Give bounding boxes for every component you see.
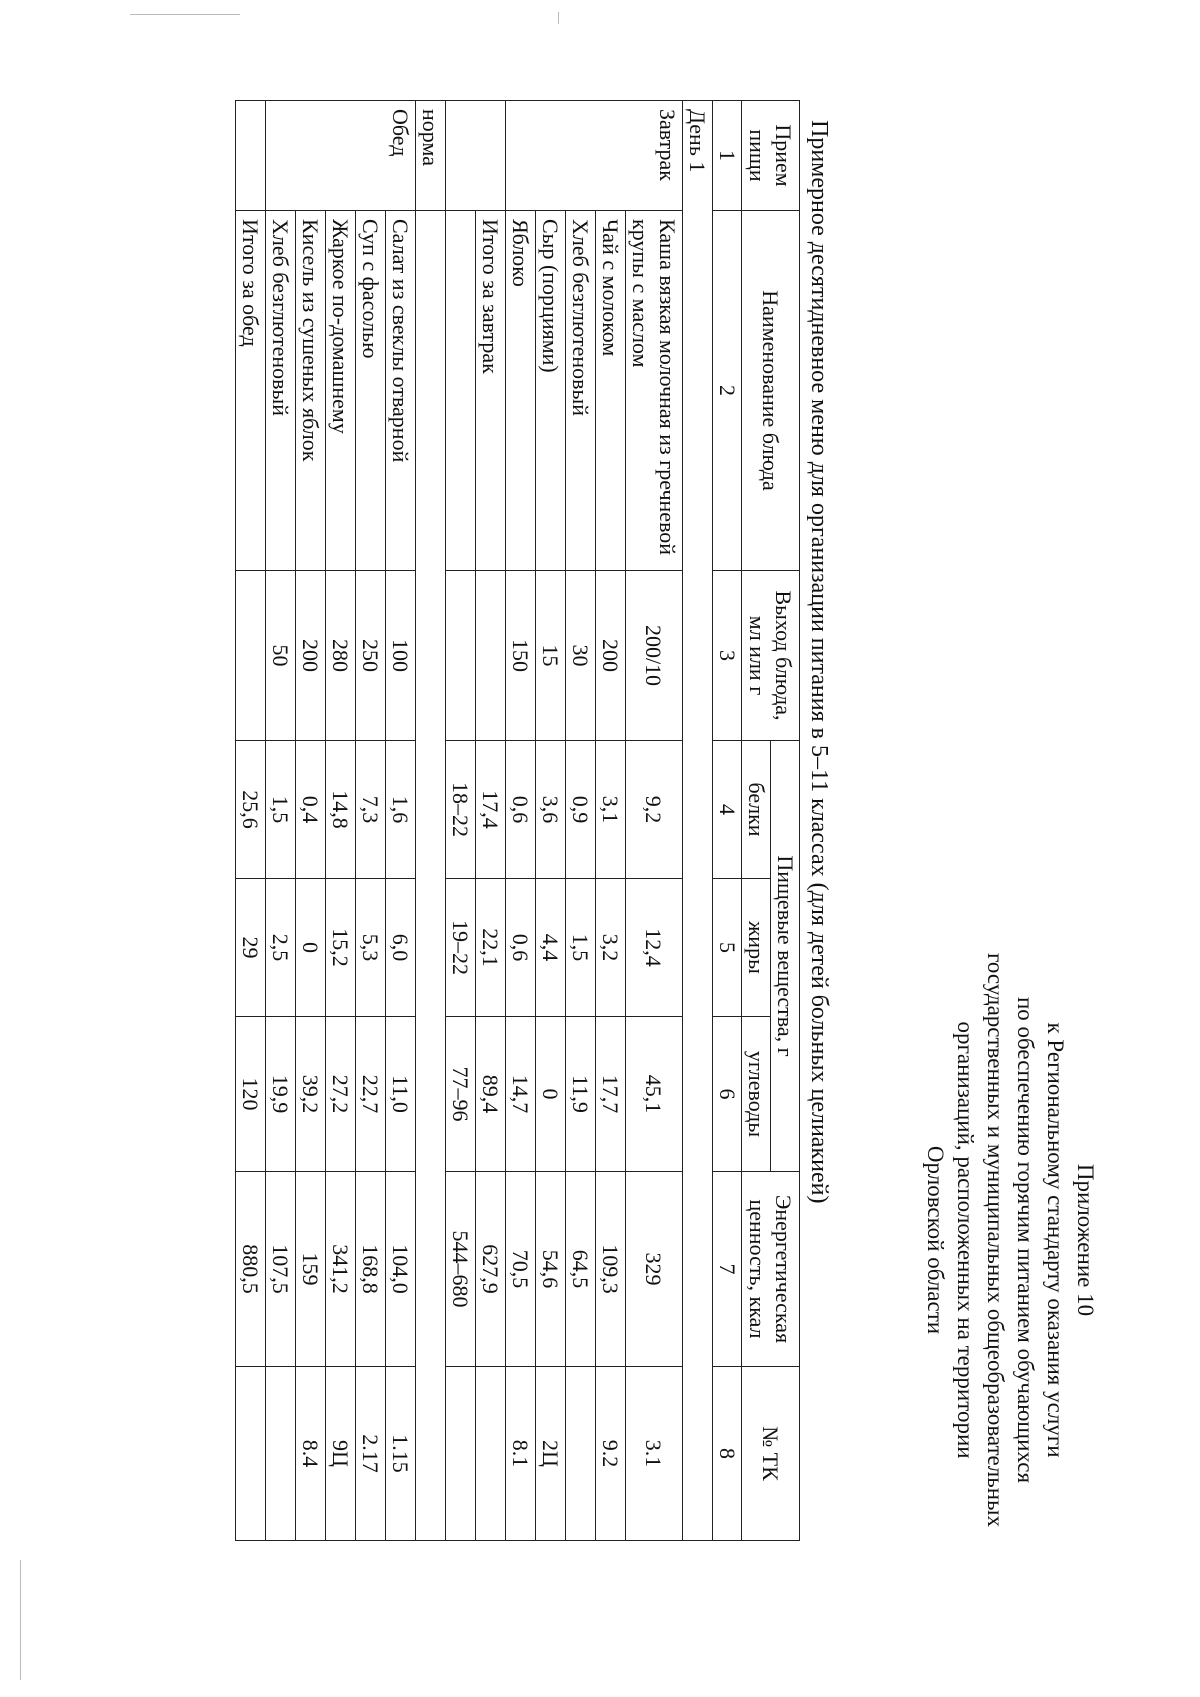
appendix-line: организаций, расположенных на территории [953, 1021, 978, 1459]
dish-energy: 109,3 [596, 1172, 626, 1367]
empty-cell [236, 571, 266, 741]
dish-carbs: 17,7 [596, 1017, 626, 1172]
appendix-line: Приложение 10 [1073, 1163, 1098, 1317]
header-carbs: углеводы [742, 1017, 771, 1172]
appendix-line: Орловской области [923, 1145, 948, 1335]
dish-yield: 100 [386, 571, 416, 741]
menu-title: Примерное десятидневное меню для организации питания в 5–11 классах (для детей больных целиакией) [806, 120, 832, 1204]
table-row [626, 101, 683, 1541]
dish-name: Чай с молоком [596, 211, 626, 571]
header-tk: № ТК [742, 1367, 800, 1541]
dish-tk: 3.1 [626, 1367, 683, 1541]
dish-energy: 107,5 [266, 1172, 296, 1367]
dish-fats: 2,5 [266, 879, 296, 1017]
col-number: 2 [713, 211, 742, 571]
norm-row [446, 101, 476, 1541]
dish-fats: 0 [296, 879, 326, 1017]
dish-energy: 70,5 [506, 1172, 536, 1367]
total-proteins: 25,6 [236, 741, 266, 879]
dish-tk: 1.15 [386, 1367, 416, 1541]
dish-carbs: 19,9 [266, 1017, 296, 1172]
norm-fats: 19–22 [446, 879, 476, 1017]
appendix-line: государственных и муниципальных общеобразовательных [983, 952, 1008, 1527]
appendix-block [920, 920, 1100, 1560]
dish-fats: 4,4 [536, 879, 566, 1017]
total-label: Итого за завтрак [476, 211, 506, 571]
dish-tk: 8.4 [296, 1367, 326, 1541]
header-nutrients: Пищевые вещества, г [771, 741, 800, 1172]
dish-tk [266, 1367, 296, 1541]
header-meal: Прием пищи [742, 101, 800, 211]
meal-lunch: Обед [266, 101, 416, 211]
total-proteins: 17,4 [476, 741, 506, 879]
header-yield: Выход блюда, мл или г [742, 571, 800, 741]
empty-cell [476, 571, 506, 741]
dish-yield: 250 [356, 571, 386, 741]
dish-fats: 12,4 [626, 879, 683, 1017]
total-label: Итого за обед [236, 211, 266, 571]
dish-fats: 5,3 [356, 879, 386, 1017]
table-row [356, 101, 386, 1541]
empty-cell [236, 1367, 266, 1541]
dish-energy: 54,6 [536, 1172, 566, 1367]
dish-carbs: 14,7 [506, 1017, 536, 1172]
dish-tk: 8.1 [506, 1367, 536, 1541]
norm-energy: 544–680 [446, 1172, 476, 1367]
dish-proteins: 14,8 [326, 741, 356, 879]
day-row [683, 101, 713, 1541]
total-fats: 22,1 [476, 879, 506, 1017]
dish-yield: 150 [506, 571, 536, 741]
norm-label [446, 211, 476, 571]
dish-carbs: 11,9 [566, 1017, 596, 1172]
col-number: 8 [713, 1367, 742, 1541]
dish-fats: 1,5 [566, 879, 596, 1017]
dish-proteins: 3,1 [596, 741, 626, 879]
menu-table [235, 100, 800, 1541]
dish-carbs: 27,2 [326, 1017, 356, 1172]
dish-proteins: 1,6 [386, 741, 416, 879]
dish-name: Сыр (порциями) [536, 211, 566, 571]
dish-fats: 0,6 [506, 879, 536, 1017]
dish-name: Салат из свеклы отварной [386, 211, 416, 571]
dish-carbs: 11,0 [386, 1017, 416, 1172]
table-row [596, 101, 626, 1541]
col-number: 5 [713, 879, 742, 1017]
dish-yield: 200 [596, 571, 626, 741]
col-number: 3 [713, 571, 742, 741]
norm-proteins: 18–22 [446, 741, 476, 879]
dish-proteins: 0,9 [566, 741, 596, 879]
total-energy: 627,9 [476, 1172, 506, 1367]
empty-cell [446, 571, 476, 741]
dish-proteins: 1,5 [266, 741, 296, 879]
dish-name: Каша вязкая молочная из гречневой крупы с маслом [626, 211, 683, 571]
col-number: 1 [713, 101, 742, 211]
header-fats: жиры [742, 879, 771, 1017]
dish-yield: 30 [566, 571, 596, 741]
dish-tk: 2.17 [356, 1367, 386, 1541]
dish-name: Кисель из сушеных яблок [296, 211, 326, 571]
table-row [536, 101, 566, 1541]
dish-carbs: 45,1 [626, 1017, 683, 1172]
day-label: День 1 [683, 101, 713, 1541]
dish-name: Хлеб безглютеновый [566, 211, 596, 571]
dish-tk: 9Ц [326, 1367, 356, 1541]
total-row [236, 101, 266, 1541]
table-row [386, 101, 416, 1541]
scan-artifact [558, 12, 559, 24]
dish-carbs: 22,7 [356, 1017, 386, 1172]
dish-energy: 168,8 [356, 1172, 386, 1367]
dish-fats: 15,2 [326, 879, 356, 1017]
total-carbs: 89,4 [476, 1017, 506, 1172]
norm-meal-row [416, 101, 446, 1541]
table-row [506, 101, 536, 1541]
dish-yield: 200/10 [626, 571, 683, 741]
dish-name: Хлеб безглютеновый [266, 211, 296, 571]
dish-energy: 159 [296, 1172, 326, 1367]
dish-energy: 64,5 [566, 1172, 596, 1367]
dish-yield: 15 [536, 571, 566, 741]
dish-fats: 6,0 [386, 879, 416, 1017]
dish-proteins: 0,6 [506, 741, 536, 879]
dish-yield: 280 [326, 571, 356, 741]
total-fats: 29 [236, 879, 266, 1017]
dish-energy: 341,2 [326, 1172, 356, 1367]
table-row [266, 101, 296, 1541]
dish-proteins: 7,3 [356, 741, 386, 879]
norm-meal-label: норма [416, 101, 446, 211]
empty-cell [476, 1367, 506, 1541]
dish-name: Жаркое по-домашнему [326, 211, 356, 571]
dish-tk [566, 1367, 596, 1541]
dish-energy: 329 [626, 1172, 683, 1367]
empty-cell [446, 1367, 476, 1541]
table-row [566, 101, 596, 1541]
dish-fats: 3,2 [596, 879, 626, 1017]
rotated-page [0, 40, 1100, 1600]
empty-cell [236, 101, 266, 211]
dish-tk: 2Ц [536, 1367, 566, 1541]
col-number: 6 [713, 1017, 742, 1172]
dish-yield: 50 [266, 571, 296, 741]
appendix-line: по обеспечению горячим питанием обучающихся [1013, 996, 1038, 1484]
empty-cell [416, 211, 446, 1541]
total-carbs: 120 [236, 1017, 266, 1172]
table-row [296, 101, 326, 1541]
total-row [476, 101, 506, 1541]
total-energy: 880,5 [236, 1172, 266, 1367]
header-energy: Энергетическая ценность, ккал [742, 1172, 800, 1367]
norm-carbs: 77–96 [446, 1017, 476, 1172]
col-number: 7 [713, 1172, 742, 1367]
dish-tk: 9.2 [596, 1367, 626, 1541]
dish-yield: 200 [296, 571, 326, 741]
dish-carbs: 39,2 [296, 1017, 326, 1172]
dish-proteins: 9,2 [626, 741, 683, 879]
header-dish: Наименование блюда [742, 211, 800, 571]
meal-breakfast: Завтрак [506, 101, 683, 211]
empty-cell [446, 101, 506, 211]
col-number: 4 [713, 741, 742, 879]
dish-name: Суп с фасолью [356, 211, 386, 571]
dish-carbs: 0 [536, 1017, 566, 1172]
header-proteins: белки [742, 741, 771, 879]
dish-energy: 104,0 [386, 1172, 416, 1367]
dish-name: Яблоко [506, 211, 536, 571]
appendix-line: к Региональному стандарту оказания услуги [1043, 1022, 1068, 1458]
dish-proteins: 3,6 [536, 741, 566, 879]
scan-artifact [130, 14, 240, 15]
table-row [326, 101, 356, 1541]
dish-proteins: 0,4 [296, 741, 326, 879]
